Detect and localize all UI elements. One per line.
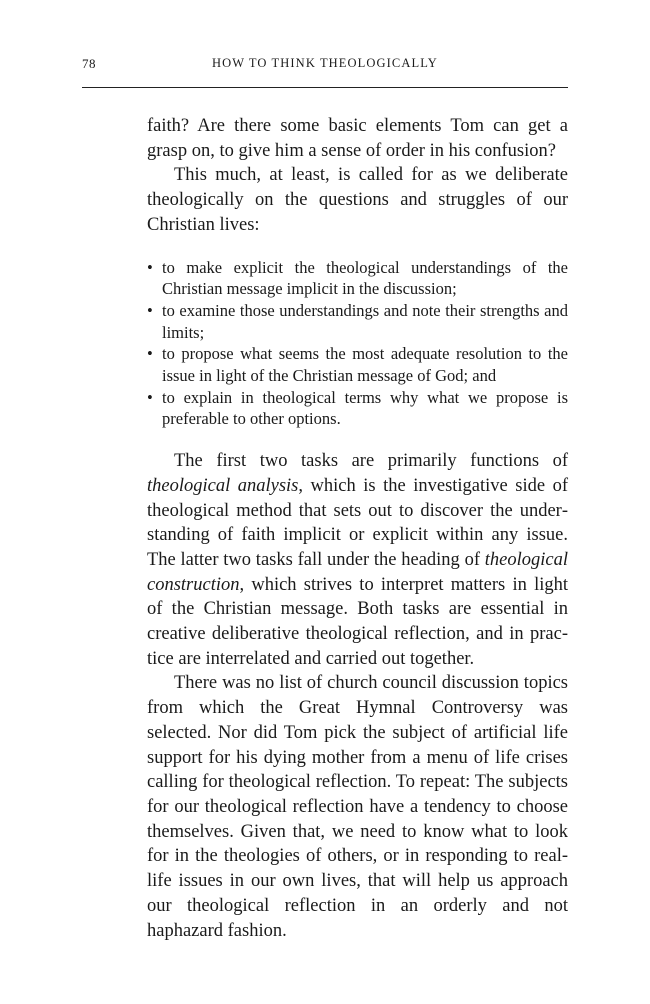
paragraph-4: There was no list of church council discussion topics from which the Great Hymnal Controversy was selected. Nor did Tom pick the subject of artificial life support for his dying mother from a menu of life crises calling for theological reflection. To repeat: The subjects for our theological reflection have a tendency to choose themselves. Given that, we need to know what to look for in the theologies of others, or in responding to real-life issues in our own lives, that will help us approach our theological reflection in an orderly and not haphazard fashion. — [147, 673, 568, 941]
paragraph-3-text-b: , which is the investigative side of theological method that sets out to discover the understanding of faith implicit or explicit within any issue. The latter two tasks fall under the heading of — [147, 475, 568, 570]
page-header — [82, 52, 568, 82]
paragraph-3-text-a: The first two tasks are primarily functions of — [174, 451, 568, 472]
task-list — [147, 257, 568, 431]
bullet-icon: • — [147, 387, 153, 407]
term-theological-analysis: theological analysis — [147, 475, 299, 496]
paragraph-1: faith? Are there some basic elements Tom can get a grasp on, to give him a sense of order in his confusion? — [147, 116, 568, 161]
body-text — [147, 114, 568, 943]
paragraph-3 — [147, 449, 568, 671]
list-item — [147, 257, 568, 300]
list-item-text: to explain in theological terms why what we propose is preferable to other options. — [162, 387, 568, 429]
list-item-text: to examine those understandings and note their strengths and limits; — [162, 300, 568, 342]
paragraph-2: This much, at least, is called for as we deliberate theologically on the questions and struggles of our Christian lives: — [147, 165, 568, 235]
bullet-icon: • — [147, 257, 153, 277]
list-item — [147, 300, 568, 343]
bullet-icon: • — [147, 344, 153, 364]
page-number: 78 — [82, 56, 96, 71]
term-theological-construction: theological construction — [147, 549, 568, 595]
paragraph-3-text-c: , which strives to interpret matters in light of the Christian message. Both tasks are essential in creative deliberative theological reflection, and in practice are interrelated and carried out together. — [147, 574, 568, 669]
list-item — [147, 387, 568, 430]
list-item-text: to propose what seems the most adequate resolution to the issue in light of the Christian message of God; and — [162, 344, 568, 386]
bullet-icon: • — [147, 300, 153, 320]
list-item-text: to make explicit the theological understandings of the Christian message implicit in the discussion; — [162, 257, 568, 299]
list-item — [147, 343, 568, 386]
header-rule — [82, 87, 568, 88]
running-head: HOW TO THINK THEOLOGICALLY — [212, 56, 438, 70]
